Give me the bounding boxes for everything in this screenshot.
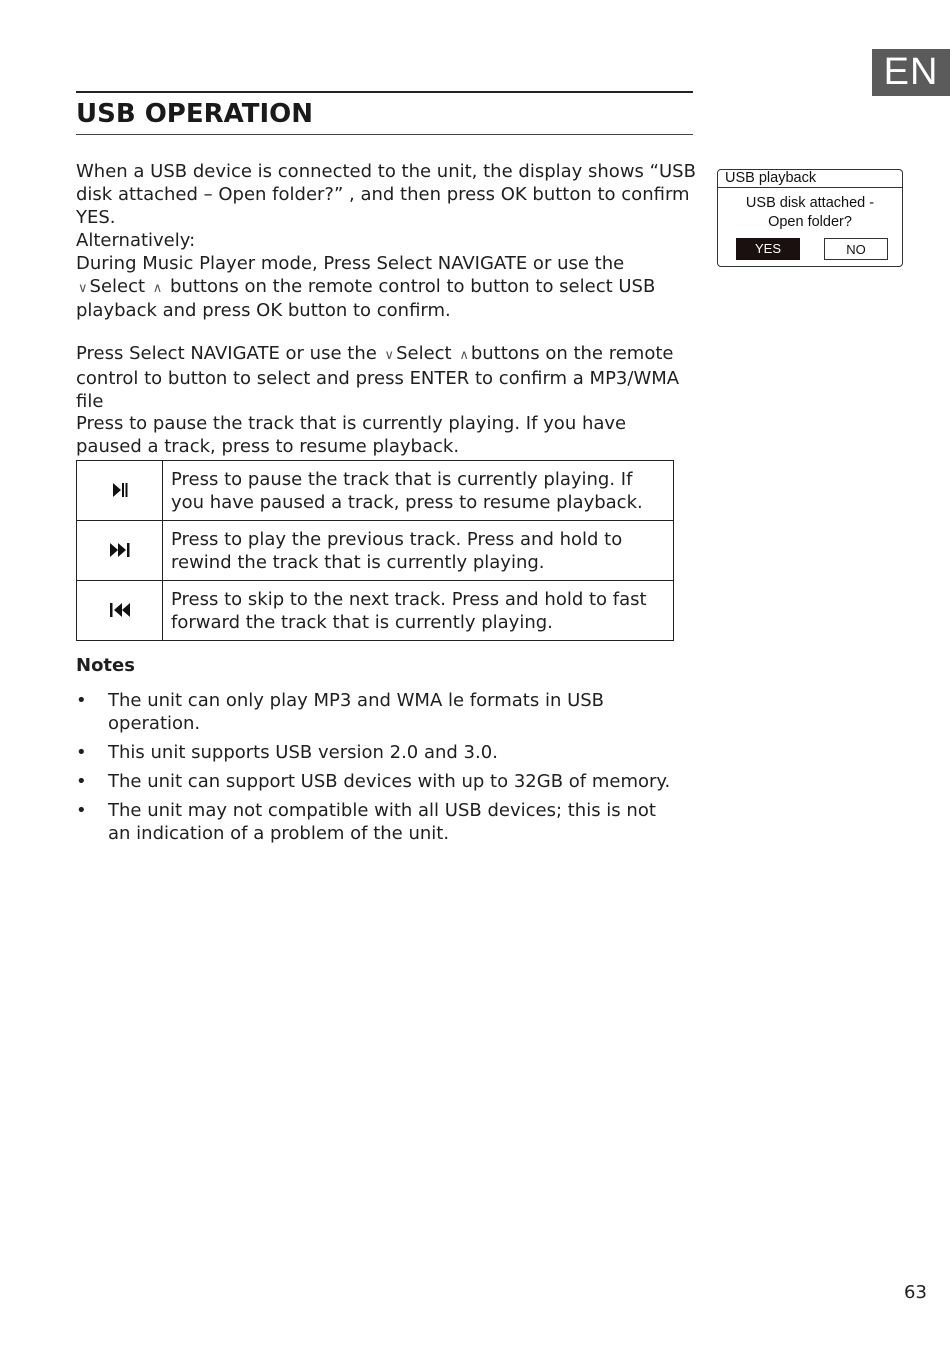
list-item [76,771,676,794]
navigate-text-a: Press Select NAVIGATE or use the [76,343,377,364]
description-cell: Press to pause the track that is currently playing. If you have paused a track, press to resume playback. [163,461,674,521]
page-title: USB OPERATION [76,99,314,129]
list-item [76,690,676,736]
notes-title: Notes [76,655,135,676]
controls-table [76,460,674,641]
alternative-text-a: During Music Player mode, Press Select NAVIGATE or use the [76,252,625,274]
screen-message [718,194,902,232]
list-item [76,742,676,765]
no-button[interactable]: NO [824,238,888,260]
chevron-up-icon: ∧ [152,280,163,296]
table-row [77,521,674,581]
navigate-text-b: Select [396,343,452,364]
alternative-paragraph [76,230,696,323]
screen-header: USB playback [718,170,902,188]
navigate-text-c: buttons on the remote control to button to select and press ENTER to confirm a MP3/WMA file [76,343,680,412]
description-cell: Press to skip to the next track. Press and hold to fast forward the track that is currently playing. [163,581,674,641]
page-number: 63 [904,1282,927,1303]
note-text: The unit can support USB devices with up to 32GB of memory. [108,770,671,792]
table-row [77,461,674,521]
title-top-rule [76,91,693,93]
alternatively-label: Alternatively: [76,230,196,251]
language-tab: EN [872,49,950,96]
usb-playback-screen [717,169,903,267]
icon-cell [77,581,163,641]
bullet: • [76,741,87,763]
description-cell: Press to play the previous track. Press and hold to rewind the track that is currently playing. [163,521,674,581]
alternative-text-c: buttons on the remote control to button to select USB playback and press OK button to confirm. [76,275,656,322]
alternative-text-b: Select [89,275,146,297]
table-row [77,581,674,641]
previous-track-icon [109,602,131,618]
chevron-down-icon: ∨ [384,348,395,363]
next-track-icon [109,542,131,558]
icon-cell [77,521,163,581]
bullet: • [76,770,87,792]
note-text: This unit supports USB version 2.0 and 3.0. [108,741,498,763]
play-pause-icon [112,482,128,498]
notes-list [76,690,676,852]
chevron-down-icon: ∨ [78,280,88,296]
note-text: The unit can only play MP3 and WMA le formats in USB operation. [108,690,605,734]
icon-cell [77,461,163,521]
list-item [76,800,676,846]
note-text: The unit may not compatible with all USB devices; this is not an indication of a problem of the unit. [108,799,656,844]
chevron-up-icon: ∧ [459,348,469,363]
title-bottom-rule [76,134,693,135]
navigate-paragraph [76,343,696,459]
screen-message-line2: Open folder? [768,214,852,230]
intro-paragraph: When a USB device is connected to the unit, the display shows “USB disk attached – Open folder?” , and then press OK button to confirm YES. [76,161,696,228]
yes-button[interactable]: YES [736,238,800,260]
screen-message-line1: USB disk attached - [745,195,875,211]
bullet: • [76,690,87,711]
bullet: • [76,799,87,821]
pause-text: Press to pause the track that is currently playing. If you have paused a track, press to resume playback. [76,413,627,458]
